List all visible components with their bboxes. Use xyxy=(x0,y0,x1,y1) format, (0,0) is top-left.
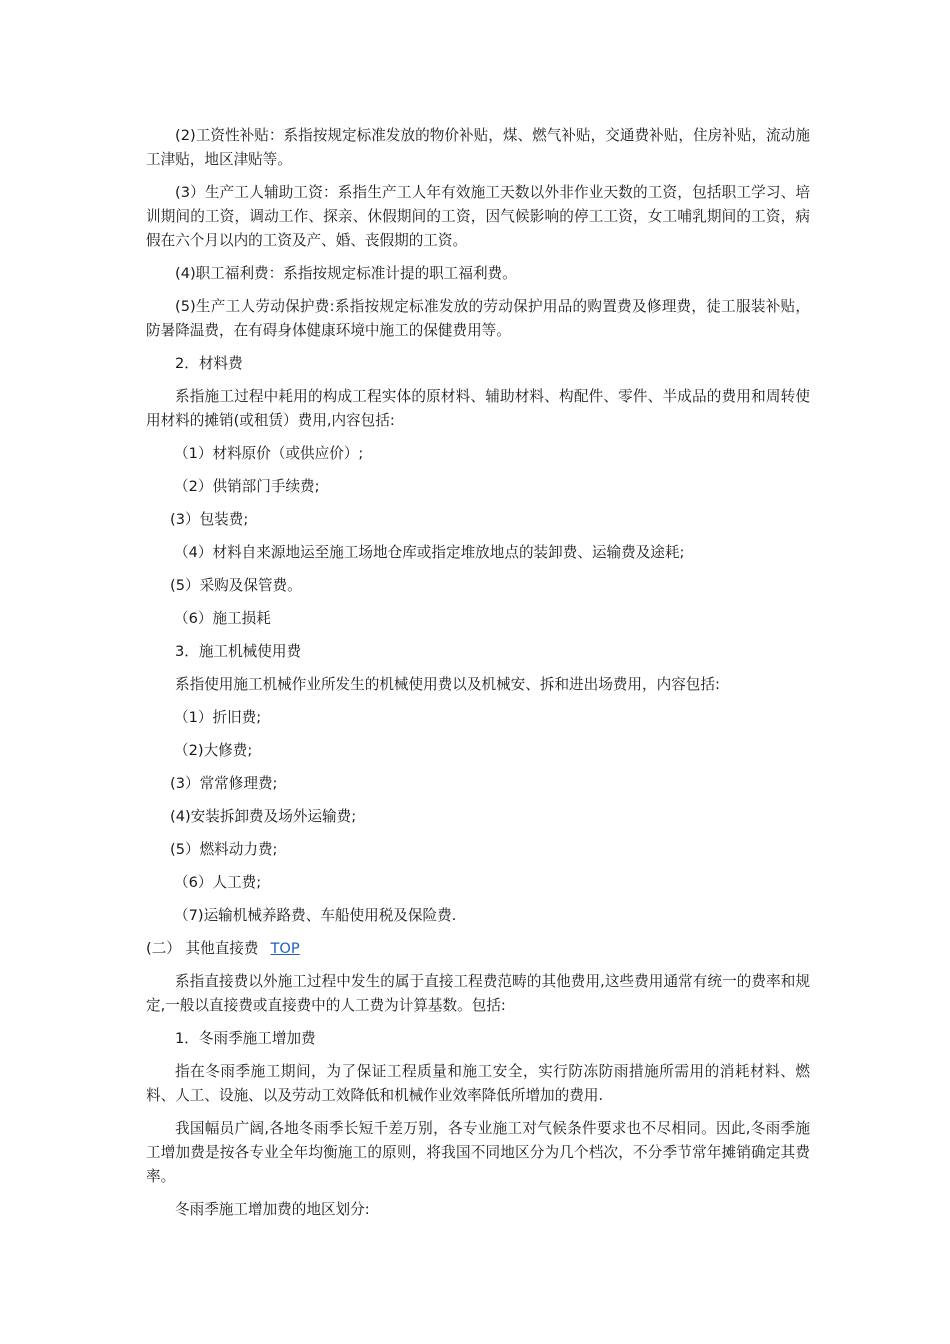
paragraph-winter-rain-2: 我国幅员广阔,各地冬雨季长短千差万别，各专业施工对气候条件要求也不尽相同。因此,冬雨季施工增加费是按各专业全年均衡施工的原则，将我国不同地区分为几个档次，不分季节常年摊销确定其费率。 xyxy=(146,1120,810,1185)
list-item-machine-5: (5）燃料动力费; xyxy=(170,841,278,858)
paragraph-material-cost: 系指施工过程中耗用的构成工程实体的原材料、辅助材料、构配件、零件、半成品的费用和周转使用材料的摊销(或租赁）费用,内容包括: xyxy=(146,388,810,429)
paragraph-labor-protection: (5)生产工人劳动保护费:系指按规定标准发放的劳动保护用品的购置费及修理费，徒工服装补贴，防暑降温费，在有碍身体健康环境中施工的保健费用等。 xyxy=(146,298,810,339)
list-item-material-4: （4）材料自来源地运至施工场地仓库或指定堆放地点的装卸费、运输费及途耗; xyxy=(174,544,685,561)
list-item-material-3: (3）包装费; xyxy=(170,511,249,528)
heading-other-direct-cost xyxy=(146,937,810,961)
paragraph-auxiliary-wage: (3）生产工人辅助工资：系指生产工人年有效施工天数以外非作业天数的工资，包括职工学习、培训期间的工资，调动工作、探亲、休假期间的工资，因气候影响的停工工资，女工哺乳期间的工资，病假在六个月以内的工资及产、婚、丧假期的工资。 xyxy=(146,184,810,249)
heading-winter-rain-cost: 1．冬雨季施工增加费 xyxy=(175,1030,316,1047)
list-item-machine-1: （1）折旧费; xyxy=(174,709,262,726)
list-item-material-6: （6）施工损耗 xyxy=(174,610,271,627)
list-item-machine-7: （7)运输机械养路费、车船使用税及保险费. xyxy=(174,907,457,924)
paragraph-wage-subsidy: (2)工资性补贴：系指按规定标准发放的物价补贴，煤、燃气补贴，交通费补贴，住房补贴，流动施工津贴，地区津贴等。 xyxy=(146,127,810,168)
list-item-machine-3: (3）常常修理费; xyxy=(170,775,278,792)
list-item-material-5: (5）采购及保管费。 xyxy=(170,577,302,594)
document-body xyxy=(146,124,810,1231)
top-link[interactable]: TOP xyxy=(270,940,300,957)
paragraph-other-direct-cost: 系指直接费以外施工过程中发生的属于直接工程费范畴的其他费用,这些费用通常有统一的费率和规定,一般以直接费或直接费中的人工费为计算基数。包括: xyxy=(146,973,810,1014)
list-item-machine-6: （6）人工费; xyxy=(174,874,262,891)
heading-machine-cost: 3．施工机械使用费 xyxy=(175,643,302,660)
list-item-material-1: （1）材料原价（或供应价）; xyxy=(174,445,364,462)
paragraph-machine-cost: 系指使用施工机械作业所发生的机械使用费以及机械安、拆和进出场费用，内容包括: xyxy=(175,676,720,693)
paragraph-welfare: (4)职工福利费：系指按规定标准计提的职工福利费。 xyxy=(175,265,517,282)
list-item-machine-2: （2)大修费; xyxy=(174,742,253,759)
paragraph-winter-rain-1: 指在冬雨季施工期间，为了保证工程质量和施工安全，实行防冻防雨措施所需用的消耗材料、燃料、人工、设施、以及劳动工效降低和机械作业效率降低所增加的费用. xyxy=(146,1063,810,1104)
list-item-material-2: （2）供销部门手续费; xyxy=(174,478,320,495)
paragraph-winter-rain-3: 冬雨季施工增加费的地区划分: xyxy=(175,1201,370,1218)
heading-material-cost: 2．材料费 xyxy=(175,355,243,372)
list-item-machine-4: (4)安装拆卸费及场外运输费; xyxy=(170,808,357,825)
heading-other-direct-cost-label: (二） 其他直接费 xyxy=(146,940,259,957)
